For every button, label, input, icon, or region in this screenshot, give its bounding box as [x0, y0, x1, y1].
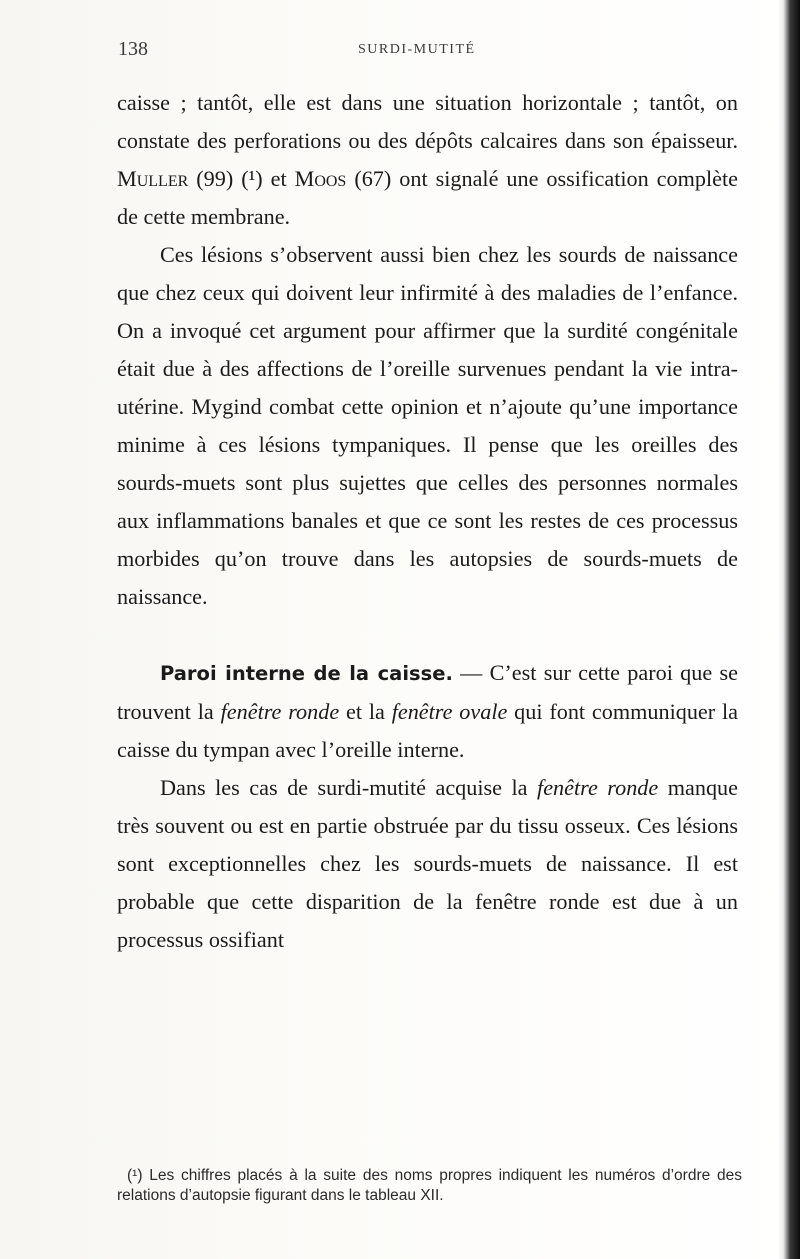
page-edge-shadow: [778, 0, 800, 1259]
paragraph-4-text-a: Dans les cas de surdi-mutité acquise la: [160, 775, 538, 800]
paragraph-4: [117, 769, 738, 959]
paragraph-3-text-b: et la: [339, 699, 392, 724]
page-number: 138: [118, 38, 148, 60]
paragraph-3-text-a: — C’est sur cette paroi que se trouvent la: [117, 660, 738, 724]
paragraph-3-text-c: qui font communiquer la caisse du tympan avec l’oreille interne.: [117, 699, 739, 762]
author-name-moos: Moos: [294, 166, 347, 191]
paragraph-1-text-c: (67) ont signalé une ossification complète de cette membrane.: [117, 166, 739, 229]
footnote: [117, 1166, 742, 1206]
footnote-text: (¹) Les chiffres placés à la suite des noms propres indiquent les numéros d’ordre des relations d’autopsie figurant dans le tableau XII.: [117, 1167, 742, 1204]
paragraph-2: Ces lésions s’observent aussi bien chez les sourds de naissance que chez ceux qui doivent leur infirmité à des maladies de l’enfance. On a invoqué cet argument pour affirmer que la surdité congénitale était due à des affections de l’oreille survenues pendant la vie intra-utérine. Mygind combat cette opinion et n’ajoute qu’une importance minime à ces lésions tympaniques. Il pense que les oreilles des sourds-muets sont plus sujettes que celles des personnes normales aux inflammations banales et que ce sont les restes de ces processus morbides qu’on trouve dans les autopsies de sourds-muets de naissance.: [117, 242, 738, 609]
paragraph-4-text-b: manque très souvent ou est en partie obstruée par du tissu osseux. Ces lésions sont exceptionnelles chez les sourds-muets de naissance. Il est probable que cette disparition de la fenêtre ronde est due à un processus ossifiant: [117, 775, 738, 952]
term-fenetre-ronde-2: fenêtre ronde: [537, 775, 659, 800]
section-heading: Paroi interne de la caisse.: [160, 662, 453, 685]
paragraph-1-text-a: caisse ; tantôt, elle est dans une situation horizontale ; tantôt, on constate des perforations ou des dépôts calcaires dans son épaisseur.: [117, 90, 738, 153]
paragraph-3: [117, 654, 738, 769]
body-text: [117, 84, 738, 959]
paragraph-1-text-b: (99) (¹) et: [188, 166, 295, 191]
page-header: [118, 38, 738, 68]
term-fenetre-ronde: fenêtre ronde: [220, 699, 340, 724]
author-name-muller: Muller: [117, 166, 189, 191]
paragraph-1: [117, 84, 738, 236]
term-fenetre-ovale: fenêtre ovale: [391, 699, 508, 724]
running-title: SURDI-MUTITÉ: [358, 42, 476, 57]
